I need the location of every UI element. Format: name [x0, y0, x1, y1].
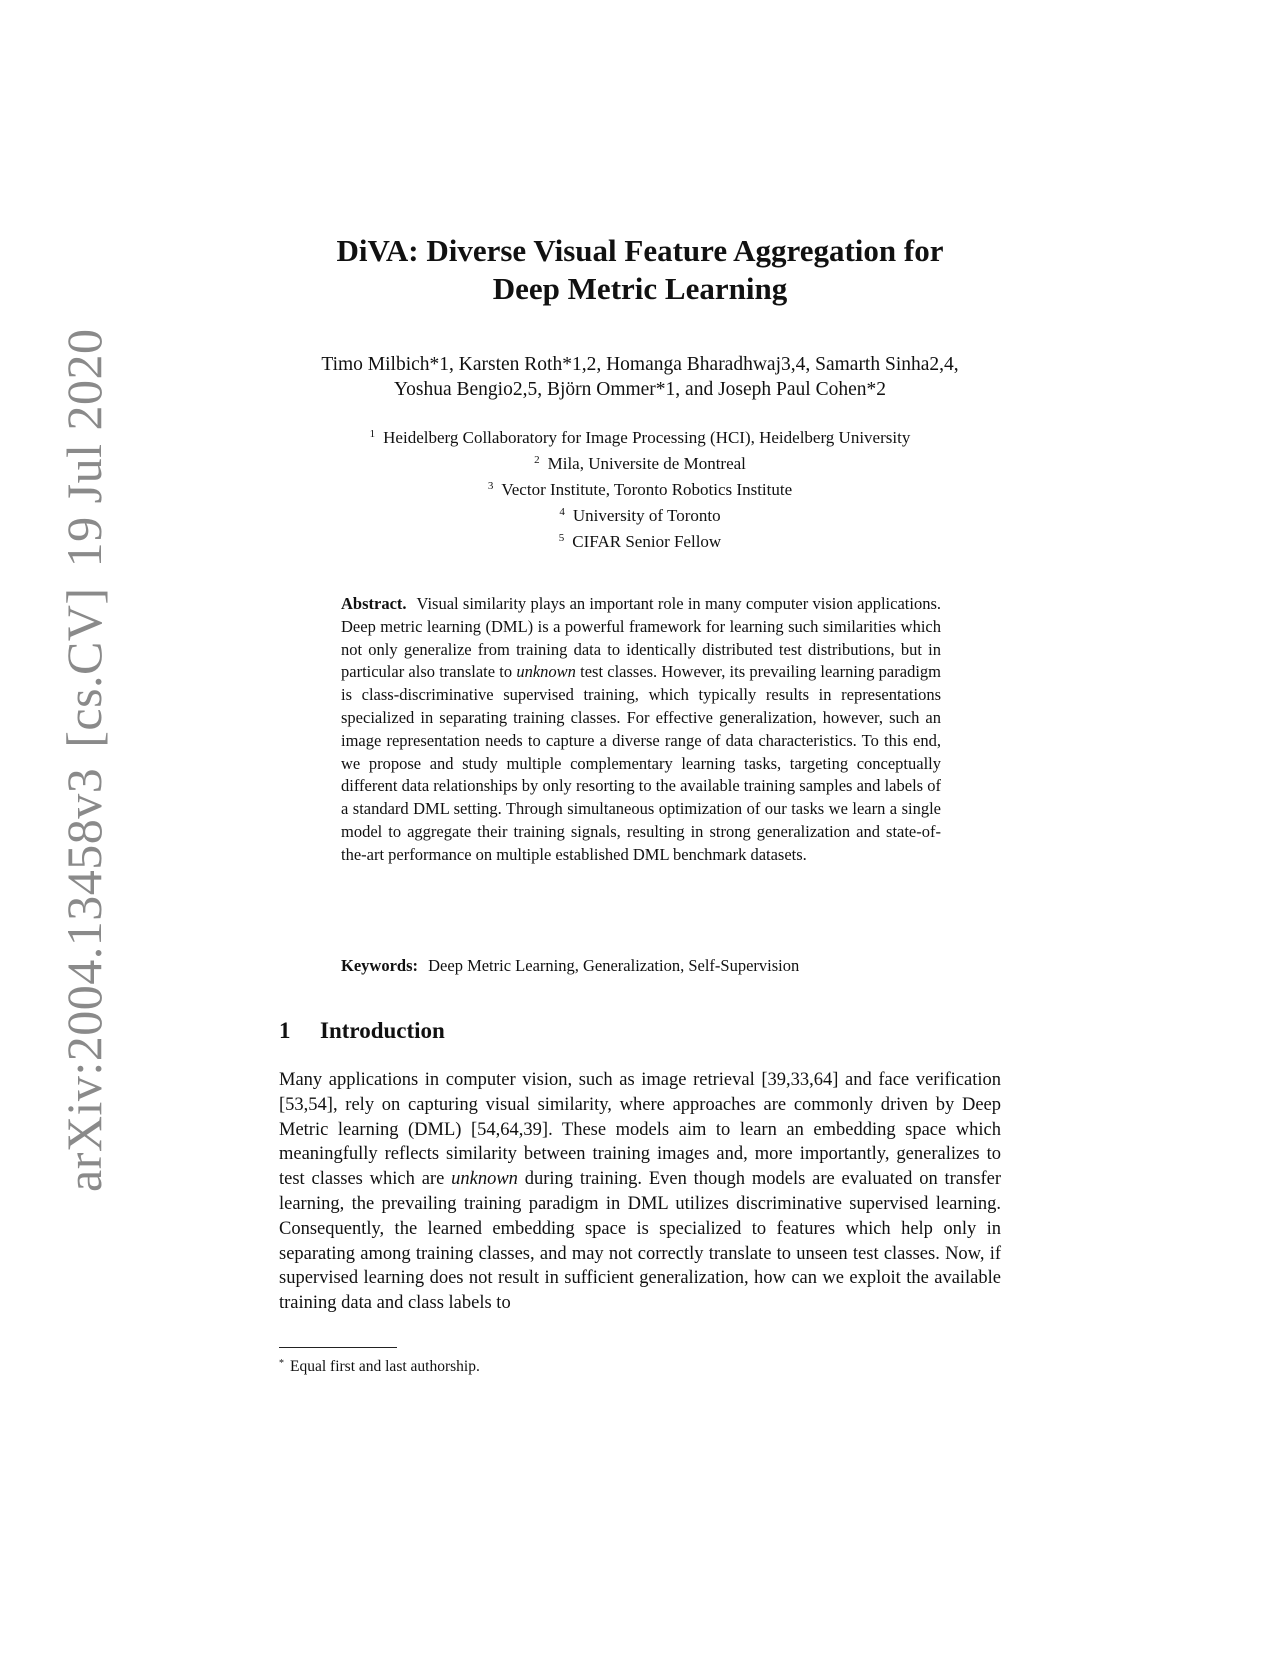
paper-title	[279, 232, 1001, 308]
arxiv-date: 19 Jul 2020	[56, 328, 112, 568]
introduction-paragraph	[279, 1068, 1001, 1316]
keywords-label: Keywords:	[341, 956, 418, 975]
footnote-mark: *	[279, 1358, 284, 1369]
affiliation-item: $^1$ Heidelberg Collaboratory for Image Processing (HCI), Heidelberg University	[369, 428, 911, 447]
section-heading-introduction	[279, 1017, 445, 1045]
intro-text-part-2: during training. Even though models are evaluated on transfer learning, the prevailing training paradigm in DML utilizes discriminative supervised learning. Consequently, the learned embedding space is specialized to features which help only in separating among training classes, and may not correctly translate to unseen test classes. Now, if supervised learning does not result in sufficient generalization, how can we exploit the available training data and class labels to	[279, 1169, 1001, 1314]
footnote-text: Equal first and last authorship.	[290, 1358, 480, 1375]
affiliation-item: $^5$ CIFAR Senior Fellow	[558, 532, 722, 551]
intro-text-part-1: Many applications in computer vision, such as image retrieval [39,33,64] and face verification [53,54], rely on capturing visual similarity, where approaches are commonly driven by Deep Metric learning (DML) [54,64,39]. These models aim to learn an embedding space which meaningfully reflects similarity between training images and, more importantly, generalizes to test classes which are	[279, 1070, 1001, 1190]
arxiv-identifier-stamp	[55, 308, 113, 1192]
authors-line-1: Timo Milbich*1, Karsten Roth*1,2, Homanga Bharadhwaj3,4, Samarth Sinha2,4,	[321, 354, 959, 375]
section-number: 1	[279, 1018, 291, 1043]
section-title: Introduction	[320, 1018, 445, 1043]
abstract-emphasis: unknown	[516, 662, 576, 682]
abstract-text-part-1: Visual similarity plays an important role in many computer vision applications. Deep metric learning (DML) is a powerful framework for learning such similarities which not only generalize from training data to identically distributed test distributions, but in particular also translate to	[341, 594, 941, 682]
title-line-1: DiVA: Diverse Visual Feature Aggregation for	[336, 233, 944, 268]
abstract-text-part-2: test classes. However, its prevailing learning paradigm is class-discriminative supervised training, which typically results in representations specialized in separating training classes. For effective generalization, however, such an image representation needs to capture a diverse range of data characteristics. To this end, we propose and study multiple complementary learning tasks, targeting conceptually different data relationships by only resorting to the available training samples and labels of a standard DML setting. Through simultaneous optimization of our tasks we learn a single model to aggregate their training signals, resulting in strong generalization and state-of-the-art performance on multiple established DML benchmark datasets.	[341, 662, 941, 864]
affiliation-item: $^2$ Mila, Universite de Montreal	[534, 454, 746, 473]
affiliation-item: $^3$ Vector Institute, Toronto Robotics Institute	[487, 480, 793, 499]
abstract	[341, 593, 941, 867]
intro-emphasis: unknown	[451, 1169, 518, 1190]
arxiv-category: [cs.CV]	[56, 587, 112, 748]
authors-line-2: Yoshua Bengio2,5, Björn Ommer*1, and Joseph Paul Cohen*2	[393, 379, 886, 400]
keywords	[341, 955, 941, 977]
affiliation-item: $^4$ University of Toronto	[559, 506, 721, 525]
author-list	[279, 352, 1001, 402]
title-line-2: Deep Metric Learning	[492, 271, 788, 306]
keywords-text: Deep Metric Learning, Generalization, Self-Supervision	[428, 956, 800, 975]
affiliation-list	[279, 423, 1001, 553]
footnote-divider	[279, 1347, 397, 1348]
footnote	[279, 1354, 480, 1377]
abstract-label: Abstract.	[341, 594, 407, 613]
arxiv-id: arXiv:2004.13458v3	[56, 767, 112, 1192]
